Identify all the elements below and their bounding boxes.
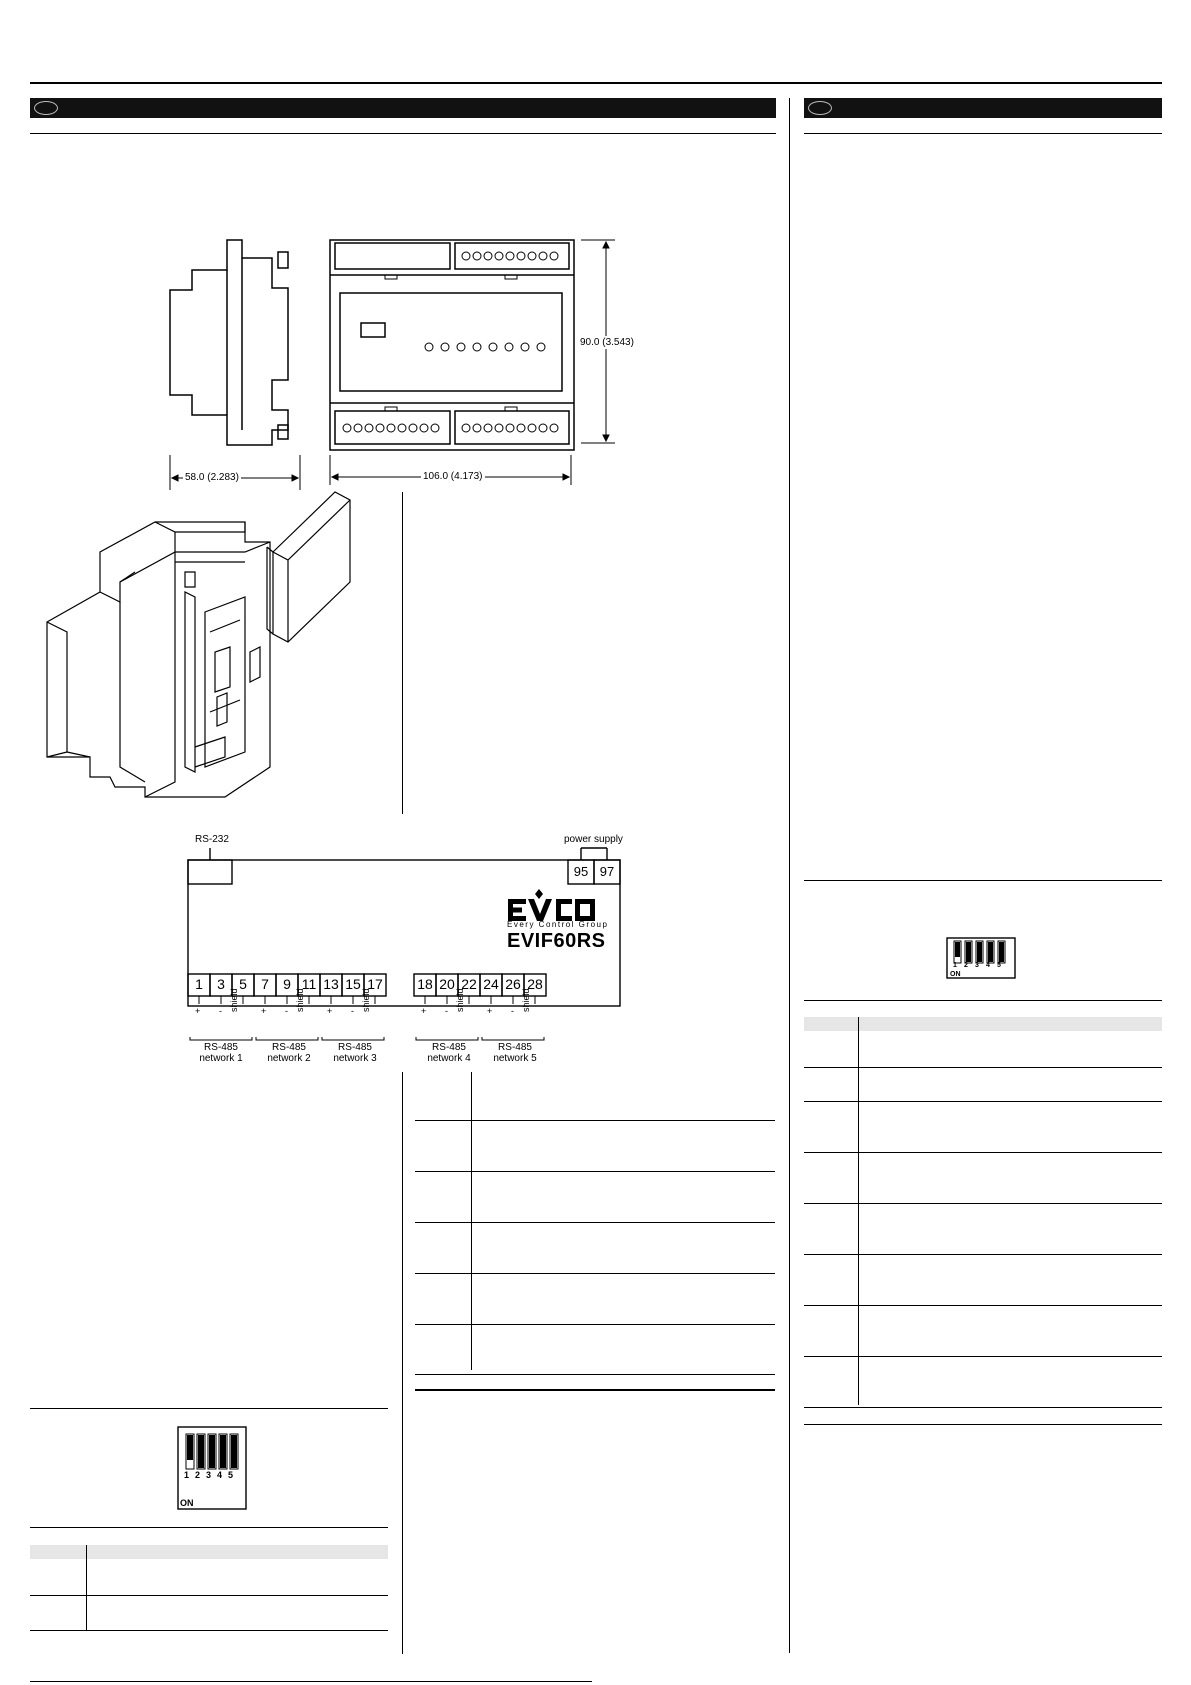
shield-n5: shield (521, 988, 531, 1012)
dip-left-num-1: 1 (184, 1470, 190, 1480)
network-5-label (482, 1042, 548, 1064)
left-header-rule (30, 133, 776, 134)
isometric-mounting-drawing (45, 492, 385, 817)
dip-right-on-label: ON (950, 971, 961, 978)
width-front-dimension: 106.0 (4.173) (423, 471, 483, 482)
left-bottom-table (30, 1545, 388, 1633)
width-side-dimension: 58.0 (2.283) (185, 472, 239, 483)
terminal-5: 5 (239, 976, 247, 992)
network-4-name: network 4 (427, 1053, 471, 1064)
rs232-label: RS-232 (195, 834, 229, 845)
dip-left-num-4: 4 (217, 1470, 223, 1480)
dip-left-num-2: 2 (195, 1470, 201, 1480)
right-column-divider (789, 98, 790, 1653)
terminal-11: 11 (301, 976, 317, 992)
shield-n2: shield (295, 988, 305, 1012)
terminal-1: 1 (195, 976, 203, 992)
network-3-type: RS-485 (338, 1042, 372, 1053)
terminal-3: 3 (217, 976, 225, 992)
right-table (804, 1017, 1162, 1429)
shield-n3: shield (361, 988, 371, 1012)
network-3-name: network 3 (333, 1053, 377, 1064)
network-5-name: network 5 (493, 1053, 537, 1064)
middle-bottom-rule (415, 1390, 775, 1391)
polarity-plus-n3: + (327, 1006, 333, 1016)
polarity-minus-n4: - (445, 1006, 448, 1016)
language-oval-icon (34, 101, 58, 115)
network-4-label (416, 1042, 482, 1064)
bottom-rule (30, 1681, 592, 1682)
network-4-type: RS-485 (432, 1042, 466, 1053)
language-oval-icon-right (808, 101, 832, 115)
power-terminal-95: 95 (573, 864, 589, 879)
terminal-7: 7 (261, 976, 269, 992)
network-1-name: network 1 (199, 1053, 243, 1064)
side-view-drawing (150, 230, 310, 490)
dip-left-num-3: 3 (206, 1470, 212, 1480)
right-header-rule (804, 133, 1162, 134)
polarity-minus-n5: - (511, 1006, 514, 1016)
network-1-label (188, 1042, 254, 1064)
dip-right-num-1: 1 (953, 962, 957, 969)
left-bottom-rule-1 (30, 1408, 388, 1409)
mid-divider-upper (402, 492, 403, 814)
dip-right-num-3: 3 (975, 962, 979, 969)
middle-table (415, 1072, 775, 1390)
dip-left-numbers (184, 1470, 239, 1480)
polarity-plus-n2: + (261, 1006, 267, 1016)
power-terminal-97: 97 (599, 864, 615, 879)
network-3-label (322, 1042, 388, 1064)
network-5-type: RS-485 (498, 1042, 532, 1053)
top-rule (30, 82, 1162, 84)
terminal-15: 15 (345, 976, 361, 992)
dip-right-numbers (953, 962, 1008, 969)
terminal-18: 18 (417, 976, 433, 992)
terminal-28: 28 (527, 976, 543, 992)
left-bottom-rule-2 (30, 1527, 388, 1528)
height-front-dimension: 90.0 (3.543) (580, 337, 634, 348)
shield-n1: shield (229, 988, 239, 1012)
dip-right-num-4: 4 (986, 962, 990, 969)
dip-right-num-5: 5 (997, 962, 1001, 969)
terminal-17: 17 (367, 976, 383, 992)
network-2-name: network 2 (267, 1053, 311, 1064)
terminal-13: 13 (323, 976, 339, 992)
network-2-type: RS-485 (272, 1042, 306, 1053)
polarity-plus-n5: + (487, 1006, 493, 1016)
brand-tagline: Every Control Group (507, 920, 609, 929)
terminal-26: 26 (505, 976, 521, 992)
network-2-label (256, 1042, 322, 1064)
model-name: EVIF60RS (507, 930, 606, 952)
right-mid-rule (804, 880, 1162, 881)
polarity-plus-n4: + (421, 1006, 427, 1016)
dip-right-num-2: 2 (964, 962, 968, 969)
right-dip-rule (804, 1000, 1162, 1001)
network-1-type: RS-485 (204, 1042, 238, 1053)
polarity-minus-n2: - (285, 1006, 288, 1016)
terminal-24: 24 (483, 976, 499, 992)
dip-left-num-5: 5 (228, 1470, 234, 1480)
mid-divider-lower (402, 1072, 403, 1654)
shield-n4: shield (455, 988, 465, 1012)
polarity-plus-n1: + (195, 1006, 201, 1016)
front-view-drawing (325, 235, 645, 495)
polarity-minus-n1: - (219, 1006, 222, 1016)
terminal-9: 9 (283, 976, 291, 992)
left-section-bar (30, 98, 776, 118)
polarity-minus-n3: - (351, 1006, 354, 1016)
right-section-bar (804, 98, 1162, 118)
dip-left-on-label: ON (180, 1498, 194, 1508)
terminal-22: 22 (461, 976, 477, 992)
power-supply-label: power supply (564, 834, 623, 845)
terminal-20: 20 (439, 976, 455, 992)
